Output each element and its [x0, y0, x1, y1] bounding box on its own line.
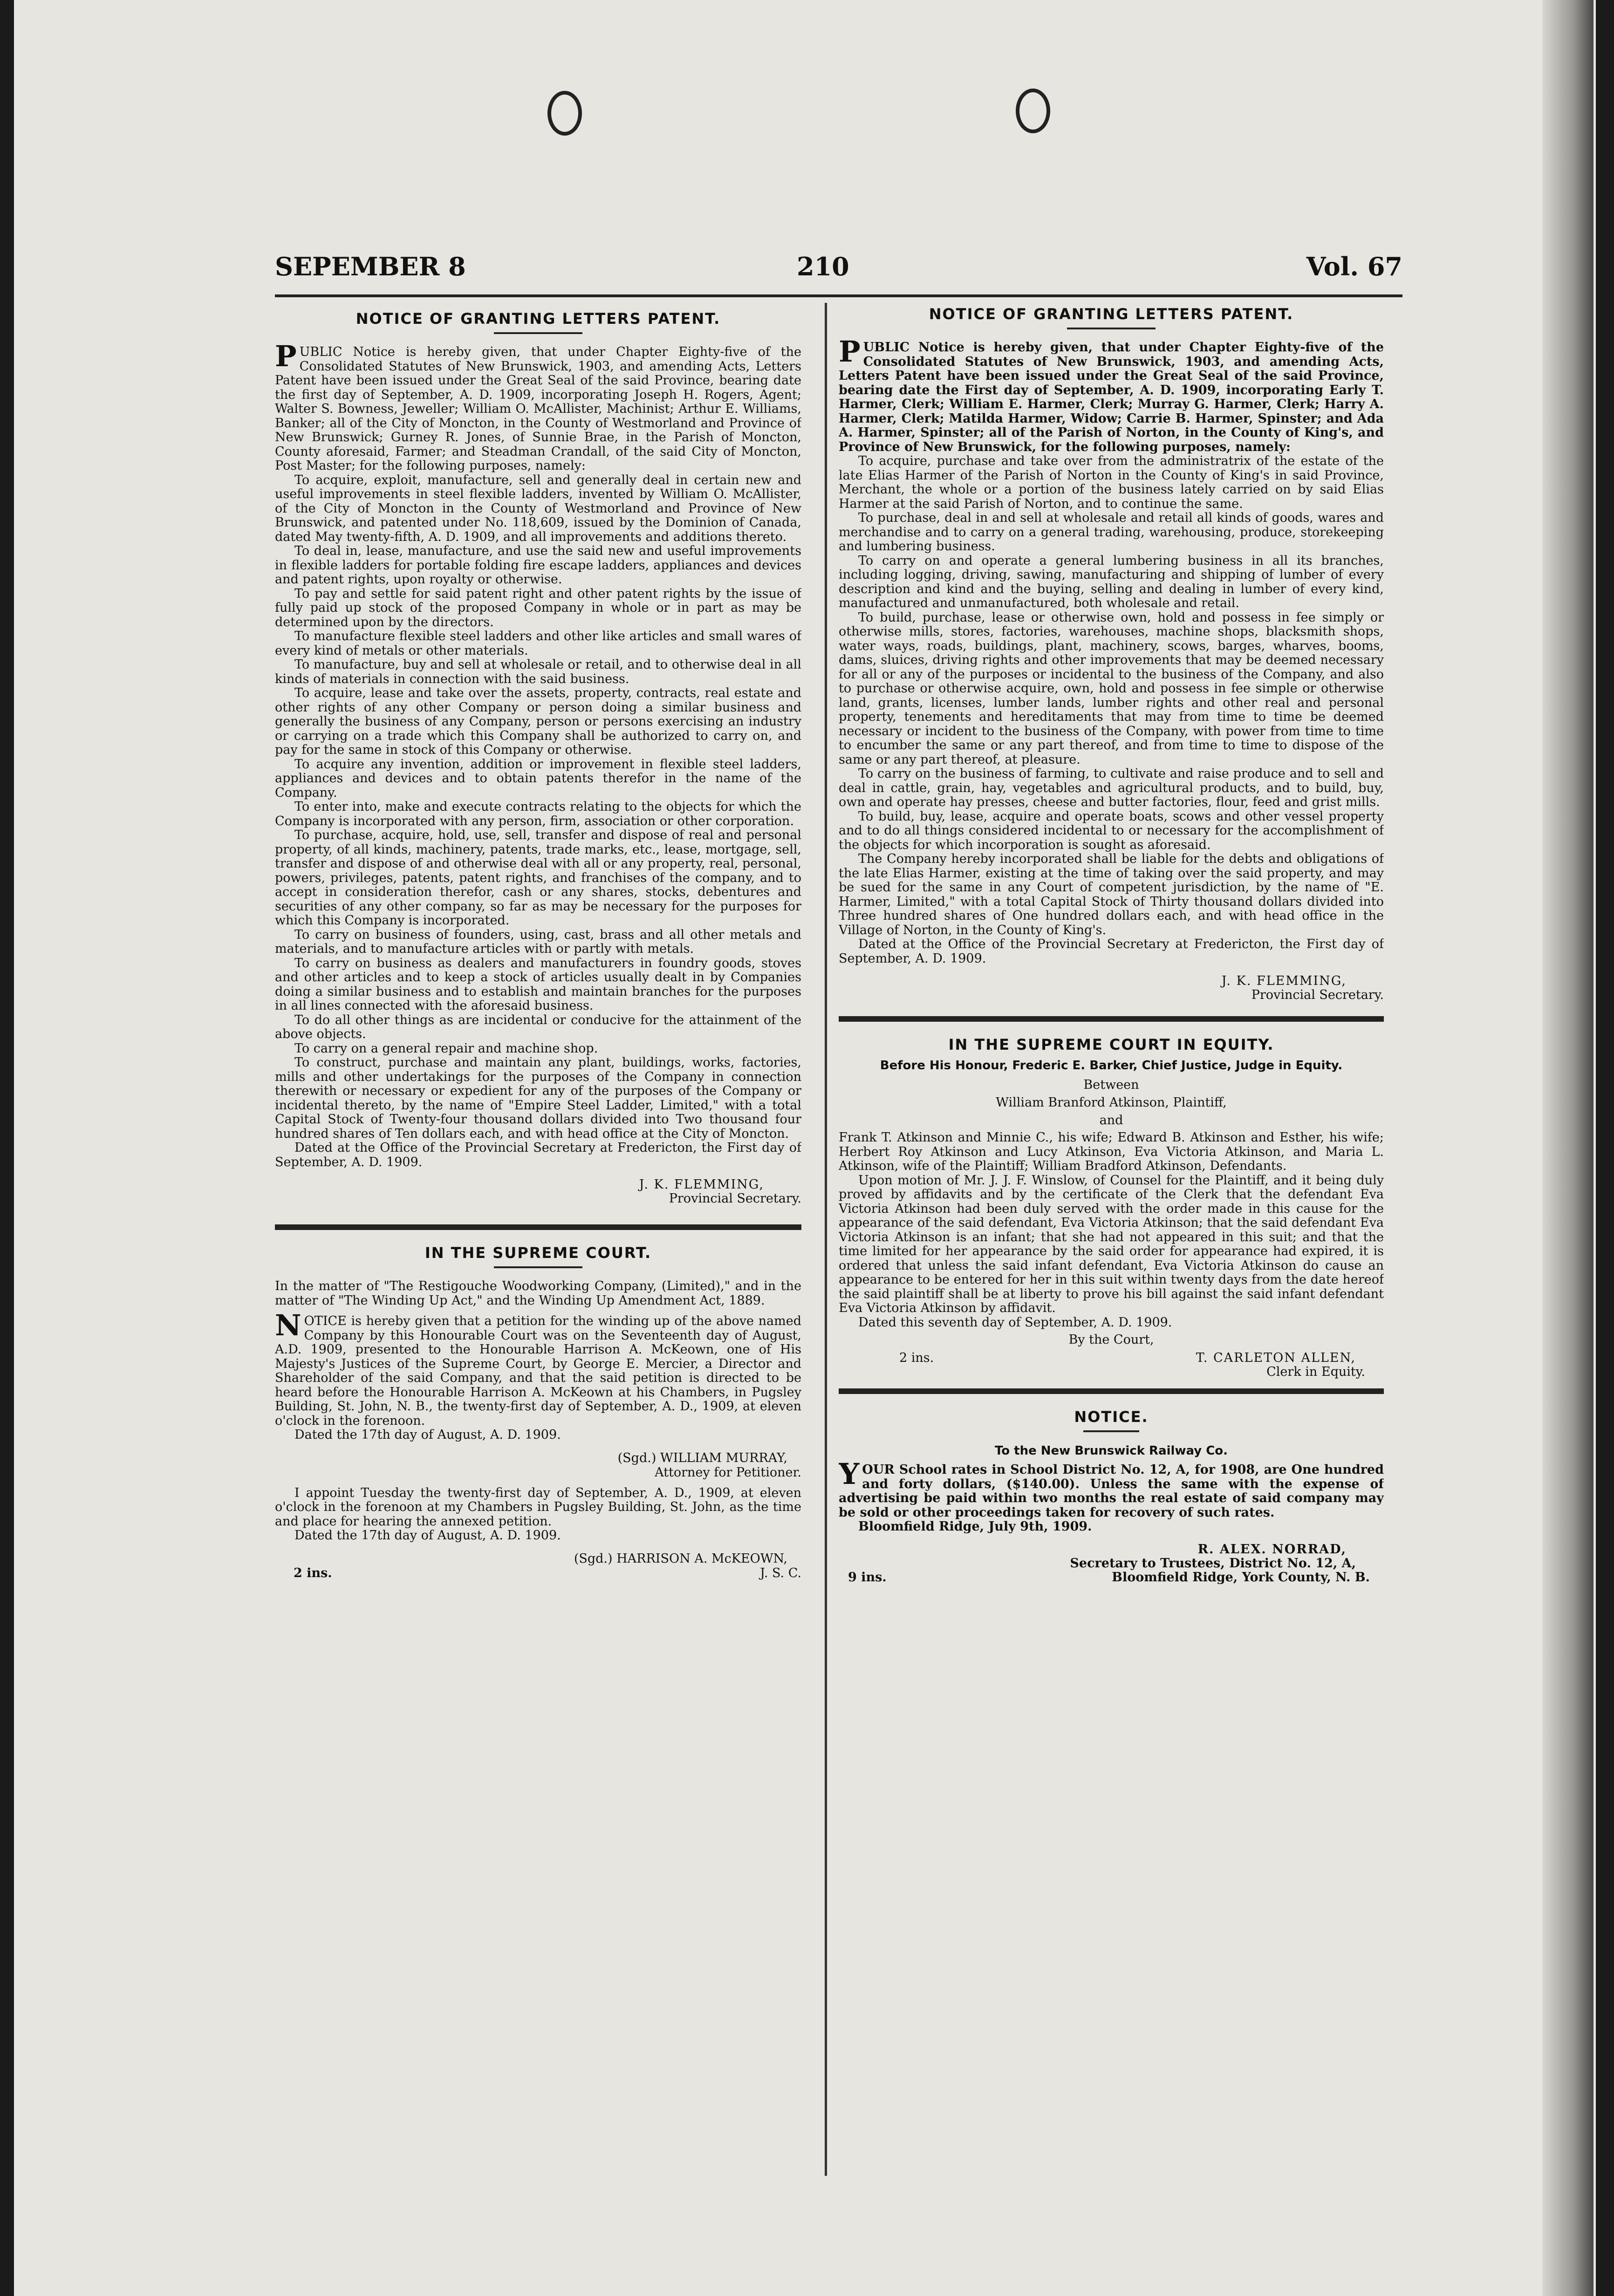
notice3-address: Bloomfield Ridge, York County, N. B. [1112, 1570, 1370, 1585]
title-rule [494, 1266, 582, 1268]
notice2-signer: J. K. FLEMMING, [1221, 974, 1347, 988]
notice2-p3: To purchase, deal in and sell at wholesale and retail all kinds of goods, wares and merchandise and to carry on a general trading, warehousing, produce, storekeeping and lumbering business. [839, 511, 1384, 554]
equity-title: IN THE SUPREME COURT IN EQUITY. [948, 1036, 1274, 1053]
header-date: SEPEMBER 8 [275, 252, 466, 281]
equity-and: and [1099, 1113, 1123, 1128]
equity-plaintiff: William Branford Atkinson, Plaintiff, [996, 1095, 1227, 1110]
notice3-to: To the New Brunswick Railway Co. [994, 1444, 1228, 1458]
supreme-role2: J. S. C. [760, 1565, 801, 1580]
notice2-p6: To carry on the business of farming, to cultivate and raise produce and to sell and deal in cattle, grain, hay, vegetables and agricultural products, and to build, buy, own and operate hay presses, cheese and butter factories, flour, feed and grist mills. [839, 766, 1384, 809]
binding-hole-left [547, 91, 582, 136]
notice1-p1: UBLIC Notice is hereby given, that under Chapter Eighty-five of the Consolidated Statutes of New Brunswick, 1903, and amending Acts, Letters Patent have been issued under the Great Seal of the said Province, bearing date the first day of September, A. D. 1909, incorporating Joseph H. Rogers, Agent; Walter S. Bowness, Jeweller; William O. McAllister, Machinist; Arthur E. Williams, Banker; all of the City of Moncton, in the County of Westmorland and Province of New Brunswick; Gurney R. Jones, of Sunnie Brae, in the Parish of Moncton, County aforesaid, Farmer; and Steadman Crandall, of the said City of Moncton, Post Master; for the following purposes, namely: [275, 345, 801, 473]
drop-cap: P [839, 335, 861, 369]
page-edge-shadow [1542, 0, 1593, 2296]
notice1-p3: To deal in, lease, manufacture, and use the said new and useful improvements in flexible ladders for portable folding fire escape ladders, appliances and devices and patent rights, upon royalty or otherwise. [275, 544, 801, 587]
right-column [839, 305, 1384, 2178]
notice1-dated: Dated at the Office of the Provincial Secretary at Fredericton, the First day of September, A. D. 1909. [275, 1141, 801, 1169]
notice1-p13: To do all other things as are incidental or conducive for the attainment of the above objects. [275, 1012, 801, 1041]
notice1-p4: To pay and settle for said patent right and other patent rights by the issue of fully paid up stock of the proposed Company in whole or in part as may be determined upon by the directors. [275, 586, 801, 629]
notice2-p1: UBLIC Notice is hereby given, that under Chapter Eighty-five of the Consolidated Statutes of New Brunswick, 1903, and amending Acts, Letters Patent have been issued under the Great Seal of the said Province, bearing date the First day of September, A. D. 1909, incorporating Early T. Harmer, Clerk; William E. Harmer, Clerk; Murray G. Harmer, Clerk; Harry A. Harmer, Clerk; Matilda Harmer, Widow; Carrie B. Harmer, Spinster; and Ada A. Harmer, Spinster; all of the Parish of Norton, in the County of King's, and Province of New Brunswick, for the following purposes, namely: [839, 340, 1384, 454]
title-rule [1067, 328, 1156, 329]
notice3-p1: OUR School rates in School District No. 12, A, for 1908, are One hundred and forty dollars, ($140.00). Unless the same with the expense of advertising be paid within two months the real estate of said company may be sold or other proceedings taken for recovery of such rates. [839, 1462, 1384, 1520]
notice1-p15: To construct, purchase and maintain any plant, buildings, works, factories, mills and other undertakings for the purposes of the Company in connection therewith or necessary or expedient for any of the purposes of the Company or incidental thereto, by the name of "Empire Steel Ladder, Limited," with a total Capital Stock of Twenty-four thousand dollars divided into Two thousand four hundred shares of Ten dollars each, and with head office at the City of Moncton. [275, 1055, 801, 1141]
equity-role: Clerk in Equity. [1266, 1365, 1365, 1379]
binding-hole-right [1016, 89, 1050, 133]
title-rule [494, 332, 582, 334]
notice2-dated: Dated at the Office of the Provincial Secretary at Fredericton, the First day of September, A. D. 1909. [839, 937, 1384, 966]
notice3-footer [839, 1571, 1384, 1585]
notice3-paragraph [839, 1457, 1384, 1520]
page-header [275, 252, 1402, 284]
section-separator [839, 1016, 1384, 1022]
section-separator [839, 1388, 1384, 1394]
notice1-p14: To carry on a general repair and machine shop. [294, 1041, 598, 1056]
notice1-title: NOTICE OF GRANTING LETTERS PATENT. [356, 310, 721, 328]
notice1-p2: To acquire, exploit, manufacture, sell and generally deal in certain new and useful improvements in steel flexible ladders, invented by William O. McAllister, of the City of Moncton in the County of Westmorland and Province of New Brunswick, and patented under No. 118,609, issued by the Dominion of Canada, dated May twenty-fifth, A. D. 1909, and all improvements and additions thereto. [275, 472, 801, 544]
equity-before: Before His Honour, Frederic E. Barker, Chief Justice, Judge in Equity. [880, 1059, 1343, 1073]
notice2-title: NOTICE OF GRANTING LETTERS PATENT. [929, 305, 1294, 323]
equity-dated: Dated this seventh day of September, A. D. 1909. [858, 1315, 1172, 1330]
page-number: 210 [797, 252, 849, 281]
supreme-sgd1: (Sgd.) WILLIAM MURRAY, [617, 1450, 787, 1465]
supreme-paragraph [275, 1308, 801, 1428]
drop-cap: Y [839, 1457, 860, 1491]
equity-ins: 2 ins. [899, 1351, 934, 1365]
notice1-p10: To purchase, acquire, hold, use, sell, transfer and dispose of real and personal property, of all kinds, machinery, patents, trade marks, etc., lease, mortgage, sell, transfer and dispose of and otherwise deal with all or any property, real, personal, powers, privileges, patents, patent rights, and franchises of the company, and to accept in consideration therefor, cash or any shares, stocks, debentures and securities of any other company, so far as may be necessary for the purposes for which this Company is incorporated. [275, 828, 801, 928]
left-column [275, 310, 801, 2173]
supreme-ins: 2 ins. [294, 1565, 332, 1580]
supreme-sgd2: (Sgd.) HARRISON A. McKEOWN, [574, 1551, 787, 1566]
supreme-dated2: Dated the 17th day of August, A. D. 1909. [294, 1528, 561, 1543]
supreme-p1: OTICE is hereby given that a petition for the winding up of the above named Company by this Honourable Court was on the Seventeenth day of August, A.D. 1909, presented to the Honourable Harrison A. McKeown, one of His Majesty's Justices of the Supreme Court, by George E. Mercier, a Director and Shareholder of the said Company, and that the said petition is directed to be heard before the Honourable Harrison A. McKeown at his Chambers, in Pugsley Building, St. John, N. B., the twenty-first day of September, A. D., 1909, at eleven o'clock in the forenoon. [275, 1314, 801, 1428]
supreme-p2: I appoint Tuesday the twenty-first day of September, A. D., 1909, at eleven o'clock in the forenoon at my Chambers in Pugsley Building, St. John, as the time and place for hearing the annexed petition. [275, 1485, 801, 1529]
notice3-signer: R. ALEX. NORRAD, [1197, 1542, 1347, 1557]
volume-label: Vol. 67 [1306, 252, 1402, 281]
notice3-role: Secretary to Trustees, District No. 12, A, [1070, 1556, 1356, 1571]
equity-by: By the Court, [1068, 1332, 1154, 1347]
drop-cap: N [275, 1308, 301, 1342]
equity-defendants: Frank T. Atkinson and Minnie C., his wife; Edward B. Atkinson and Esther, his wife; Herbert Roy Atkinson and Lucy Atkinson, Eva Victoria Atkinson, and Maria L. Atkinson, wife of the Plaintiff; William Bradford Atkinson, Defendants. [839, 1130, 1384, 1173]
notice2-p5: To build, purchase, lease or otherwise own, hold and possess in fee simply or otherwise mills, stores, factories, warehouses, machine shops, blacksmith shops, water ways, roads, buildings, plant, machinery, scows, barges, wharves, booms, dams, sluices, driving rights and other improvements that may be deemed necessary for all or any of the purposes or incidental to the business of the Company, and also to purchase or otherwise acquire, own, hold and possess in fee simple or otherwise land, grants, licenses, lumber lands, lumber rights and other real and personal property, tenements and hereditaments that may from time to time be deemed necessary or incident to the business of the Company, with power from time to time to encumber the same or any part thereof, and from time to time to dispose of the same or any part thereof, at pleasure. [839, 610, 1384, 767]
notice3-ins: 9 ins. [848, 1570, 887, 1585]
title-rule [1083, 1430, 1139, 1432]
supreme-title: IN THE SUPREME COURT. [424, 1244, 652, 1262]
notice2-p8: The Company hereby incorporated shall be liable for the debts and obligations of the late Elias Harmer, existing at the time of taking over the said property, and may be sued for the same in any Court of competent jurisdiction, by the name of "E. Harmer, Limited," with a total Capital Stock of Thirty thousand dollars divided into Three hundred shares of One hundred dollars each, and with head office in the Village of Norton, in the County of King's. [839, 852, 1384, 937]
notice3-dated: Bloomfield Ridge, July 9th, 1909. [858, 1519, 1092, 1534]
notice1-p5: To manufacture flexible steel ladders and other like articles and small wares of every kind of metals or other materials. [275, 629, 801, 658]
notice1-p9: To enter into, make and execute contracts relating to the objects for which the Company is incorporated with any person, firm, association or other corporation. [275, 800, 801, 828]
header-rule [275, 294, 1402, 297]
section-separator [275, 1224, 801, 1230]
notice1-signer: J. K. FLEMMING, [639, 1177, 764, 1192]
notice2-p7: To build, buy, lease, acquire and operate boats, scows and other vessel property and to do all things considered incidental to or necessary for the accomplishment of the objects for which incorporation is sought as aforesaid. [839, 809, 1384, 852]
notice1-p7: To acquire, lease and take over the assets, property, contracts, real estate and other rights of any other Company or person doing a similar business and generally the business of any Company, person or persons exercising an industry or carrying on a trade which this Company shall be authorized to carry on, and pay for the same in stock of this Company or otherwise. [275, 686, 801, 757]
supreme-footer [275, 1566, 801, 1580]
notice2-role: Provincial Secretary. [1251, 988, 1384, 1002]
notice1-p12: To carry on business as dealers and manufacturers in foundry goods, stoves and other articles and to keep a stock of articles usually dealt in by Companies doing a similar business and to establish and maintain branches for the purposes in all lines connected with the aforesaid business. [275, 956, 801, 1013]
notice2-p4: To carry on and operate a general lumbering business in all its branches, including logging, driving, sawing, manufacturing and shipping of lumber of every description and kind and the buying, selling and dealing in lumber of every kind, manufactured and unmanufactured, both wholesale and retail. [839, 553, 1384, 610]
equity-signer: T. CARLETON ALLEN, [1196, 1351, 1356, 1365]
notice1-role: Provincial Secretary. [669, 1191, 801, 1206]
notice1-p6: To manufacture, buy and sell at wholesale or retail, and to otherwise deal in all kinds of materials in connection with the said business. [275, 657, 801, 686]
column-divider [825, 303, 827, 2176]
notice1-p11: To carry on business of founders, using, cast, brass and all other metals and materials, and to manufacture articles with or partly with metals. [275, 927, 801, 956]
notice1-paragraph [275, 339, 801, 473]
equity-footer [839, 1351, 1384, 1365]
supreme-dated1: Dated the 17th day of August, A. D. 1909. [294, 1428, 561, 1442]
notice2-paragraph [839, 335, 1384, 454]
equity-p1: Upon motion of Mr. J. J. F. Winslow, of Counsel for the Plaintiff, and it being duly proved by affidavits and by the certificate of the Clerk that the defendant Eva Victoria Atkinson had been duly served with the order made in this cause for the appearance of the said defendant, Eva Victoria Atkinson; that the said defendant Eva Victoria Atkinson is an infant; that she had not appeared in this suit; and that the time limited for her appearance by the said order for appearance had expired, it is ordered that unless the said infant defendant, Eva Victoria Atkinson do cause an appearance to be entered for her in this suit within twenty days from the date hereof the said plaintiff shall be at liberty to prove his bill against the said infant defendant Eva Victoria Atkinson by affidavit. [839, 1173, 1384, 1315]
supreme-role1: Attorney for Petitioner. [655, 1465, 801, 1480]
notice1-p8: To acquire any invention, addition or improvement in flexible steel ladders, appliances and devices and to obtain patents therefor in the name of the Company. [275, 757, 801, 800]
equity-between: Between [1083, 1078, 1139, 1092]
drop-cap: P [275, 339, 297, 373]
notice2-p2: To acquire, purchase and take over from the administratrix of the estate of the late Elias Harmer of the Parish of Norton in the County of King's in said Province, Merchant, the whole or a portion of the business lately carried on by said Elias Harmer at the said Parish of Norton, and to continue the same. [839, 454, 1384, 511]
notice3-title: NOTICE. [1074, 1408, 1149, 1426]
supreme-matter: In the matter of "The Restigouche Woodworking Company, (Limited)," and in the matter of "The Winding Up Act," and the Winding Up Amendment Act, 1889. [275, 1279, 801, 1308]
